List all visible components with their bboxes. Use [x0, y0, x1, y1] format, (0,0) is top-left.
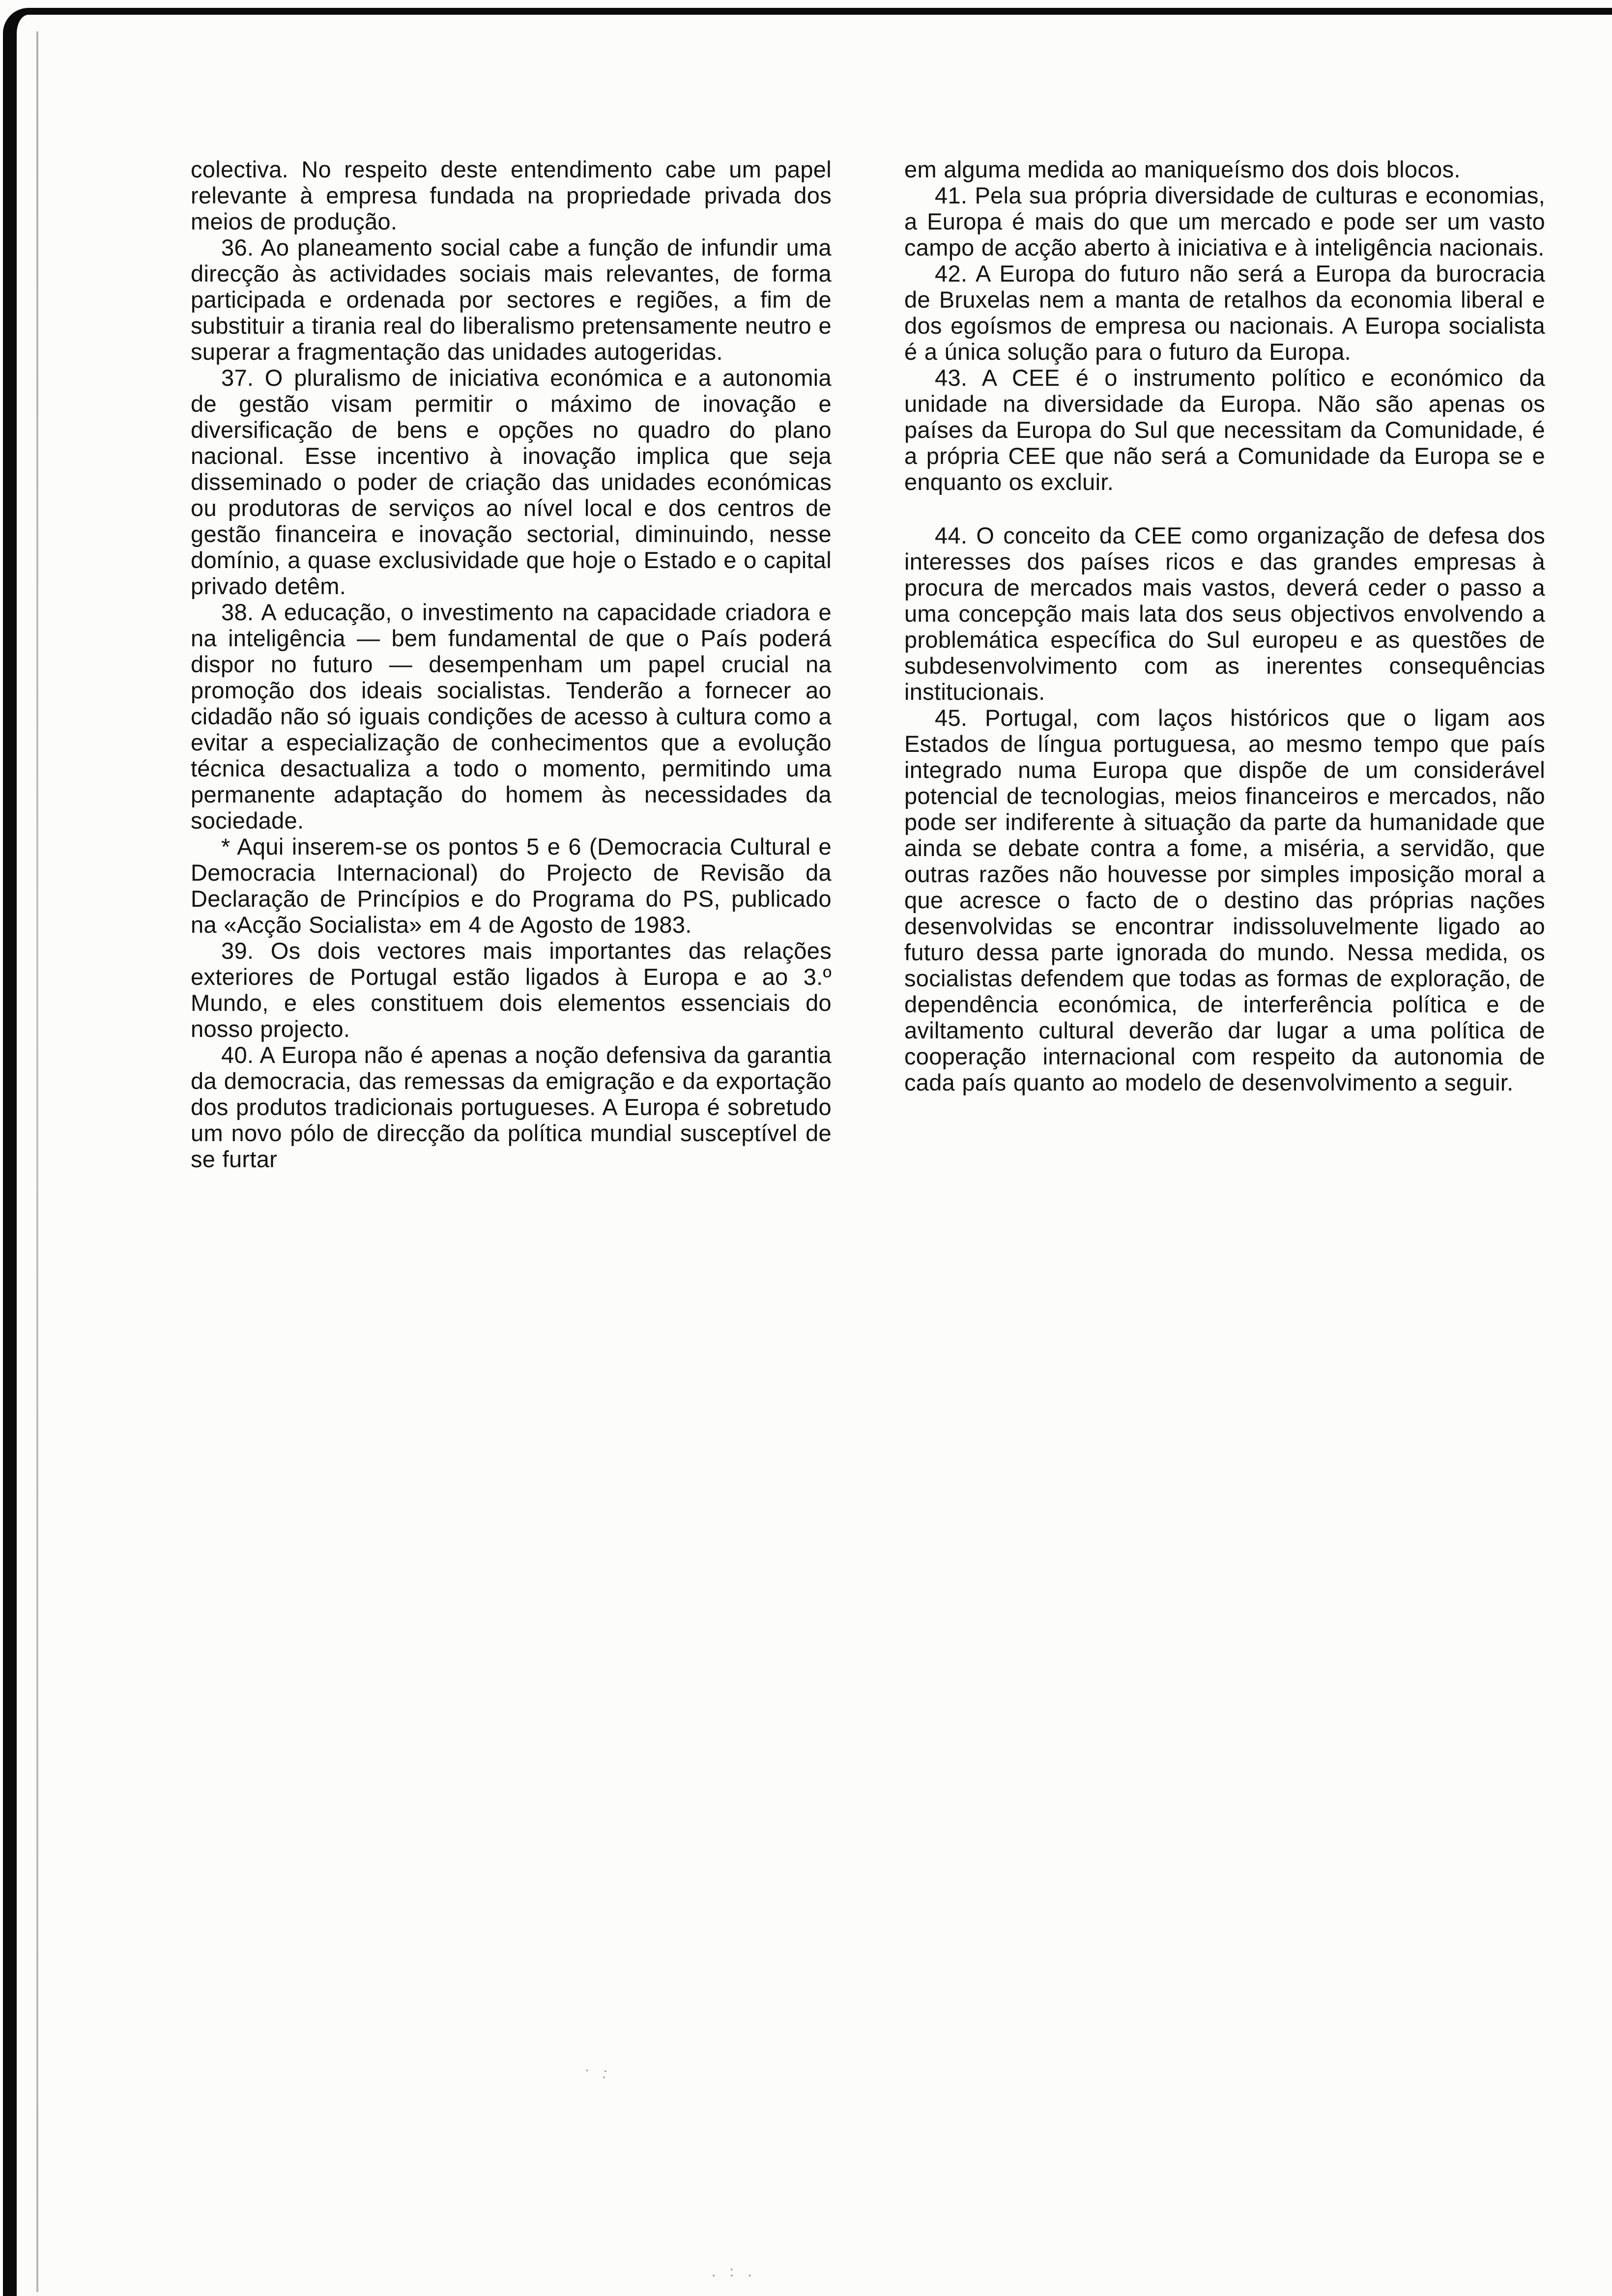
paragraph: 36. Ao planeamento social cabe a função de infundir uma direcção às actividades sociais mais relevantes, de forma participada e ordenada por sectores e regiões, a fim de substituir a tirania real do liberalismo pretensamente neutro e superar a fragmentação das unidades autogeridas. — [191, 234, 832, 365]
paragraph: 40. A Europa não é apenas a noção defensiva da garantia da democracia, das remessas da emigração e da exportação dos produtos tradicionais portugueses. A Europa é sobretudo um novo pólo de direcção da política mundial susceptível de se furtar — [191, 1042, 832, 1172]
scan-speck: . : . — [712, 2264, 757, 2280]
paragraph: 45. Portugal, com laços históricos que o ligam aos Estados de língua portuguesa, ao mesmo tempo que país integrado numa Europa que dispõe de um considerável potencial de tecnologias, meios financeiros e mercados, não pode ser indiferente à situação da parte da humanidade que ainda se debate contra a fome, a miséria, a servidão, que outras razões não houvesse por simples imposição moral a que acresce o facto de o destino das próprias nações desenvolvidas se encontrar indissoluvelmente ligado ao futuro dessa parte ignorada do mundo. Nessa medida, os socialistas defendem que todas as formas de exploração, de dependência económica, de interferência política e de aviltamento cultural deverão dar lugar a uma política de cooperação internacional com respeito da autonomia de cada país quanto ao modelo de desenvolvimento a seguir. — [904, 705, 1545, 1095]
text-column-right — [904, 156, 1545, 1172]
paragraph: em alguma medida ao maniqueísmo dos dois blocos. — [904, 156, 1461, 182]
scan-edge-shadow — [36, 31, 38, 2292]
paragraph: 42. A Europa do futuro não será a Europa da burocracia de Bruxelas nem a manta de retalhos da economia liberal e dos egoísmos de empresa ou nacionais. A Europa socialista é a única solução para o futuro da Europa. — [904, 260, 1545, 365]
paragraph: 43. A CEE é o instrumento político e económico da unidade na diversidade da Europa. Não são apenas os países da Europa do Sul que necessitam da Comunidade, é a própria CEE que não será a Comunidade da Europa se e enquanto os excluir. — [904, 365, 1545, 495]
paragraph: * Aqui inserem-se os pontos 5 e 6 (Democracia Cultural e Democracia Internacional) do Projecto de Revisão da Declaração de Princípios e do Programa do PS, publicado na «Acção Socialista» em 4 de Agosto de 1983. — [191, 833, 832, 938]
scan-speck: ∙ : — [583, 2061, 613, 2083]
paragraph: 44. O conceito da CEE como organização de defesa dos interesses dos países ricos e das grandes empresas à procura de mercados mais vastos, deverá ceder o passo a uma concepção mais lata dos seus objectivos envolvendo a problemática específica do Sul europeu e as questões de subdesenvolvimento com as inerentes consequências institucionais. — [904, 522, 1545, 705]
paragraph: 41. Pela sua própria diversidade de culturas e economias, a Europa é mais do que um mercado e pode ser um vasto campo de acção aberto à iniciativa e à inteligência nacionais. — [904, 182, 1545, 260]
paragraph: 38. A educação, o investimento na capacidade criadora e na inteligência — bem fundamental de que o País poderá dispor no futuro — desempenham um papel crucial na promoção dos ideais socialistas. Tenderão a fornecer ao cidadão não só iguais condições de acesso à cultura como a evitar a especialização de conhecimentos que a evolução técnica desactualiza a todo o momento, permitindo uma permanente adaptação do homem às necessidades da sociedade. — [191, 599, 832, 833]
paragraph: colectiva. No respeito deste entendimento cabe um papel relevante à empresa fundada na propriedade privada dos meios de produção. — [191, 156, 832, 234]
text-column-left — [191, 156, 832, 1172]
paragraph: 37. O pluralismo de iniciativa económica e a autonomia de gestão visam permitir o máximo de inovação e diversificação de bens e opções no quadro do plano nacional. Esse incentivo à inovação implica que seja disseminado o poder de criação das unidades económicas ou produtoras de serviços ao nível local e dos centros de gestão financeira e inovação sectorial, diminuindo, nesse domínio, a quase exclusividade que hoje o Estado e o capital privado detêm. — [191, 365, 832, 599]
paragraph: 39. Os dois vectores mais importantes das relações exteriores de Portugal estão ligados à Europa e ao 3.º Mundo, e eles constituem dois elementos essenciais do nosso projecto. — [191, 938, 832, 1042]
text-body — [191, 156, 1545, 1172]
